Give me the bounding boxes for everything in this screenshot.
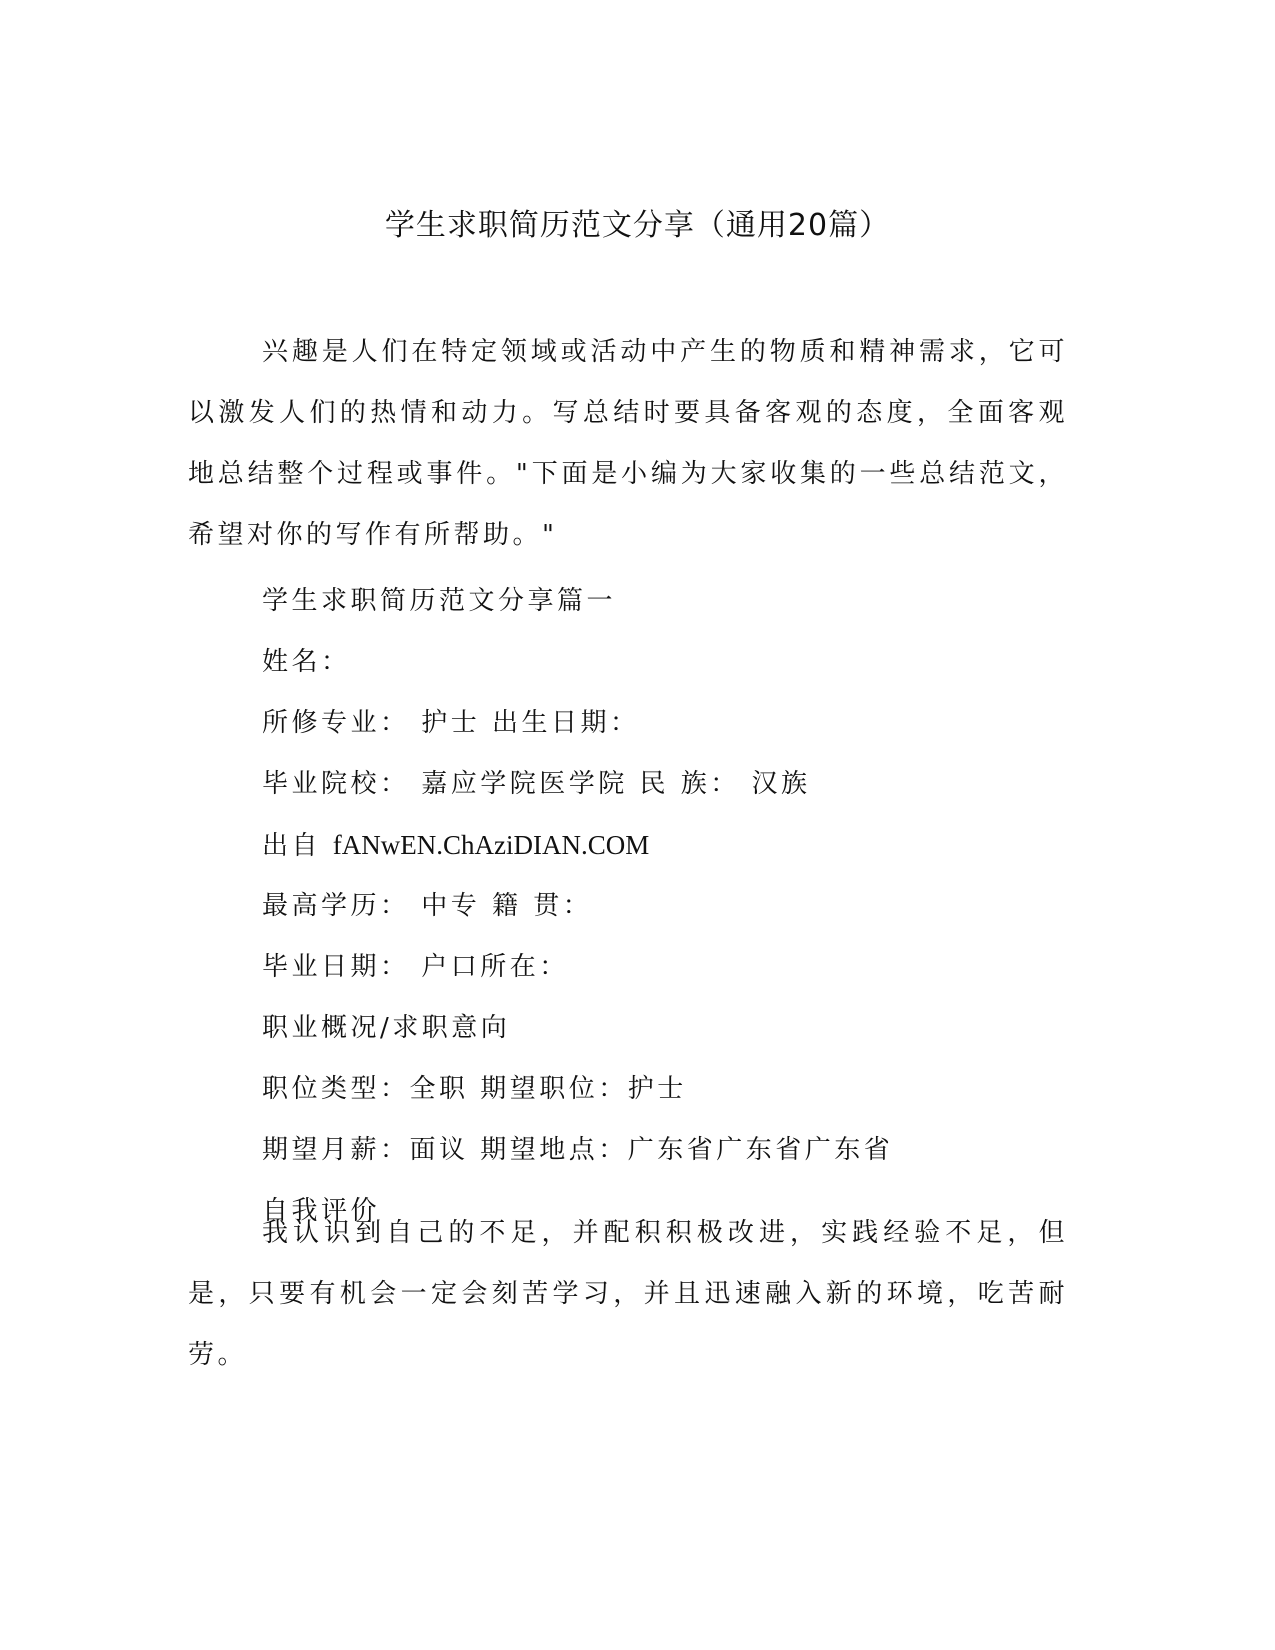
major-line: 所修专业： 护士 出生日期： xyxy=(262,708,640,738)
source-site: fANwEN.ChAziDIAN.COM xyxy=(332,830,650,860)
education-line: 最高学历： 中专 籍 贯： xyxy=(262,891,593,921)
position-line: 职位类型：全职 期望职位：护士 xyxy=(262,1074,687,1104)
career-heading: 职业概况/求职意向 xyxy=(262,1013,511,1043)
intro-paragraph: 兴趣是人们在特定领域或活动中产生的物质和精神需求，它可以激发人们的热情和动力。写总结时要具备客观的态度，全面客观地总结整个过程或事件。"下面是小编为大家收集的一些总结范文，希望对你的写作有所帮助。" xyxy=(188,337,1068,550)
self-evaluation-heading: 自我评价 xyxy=(262,1196,381,1226)
graduation-line: 毕业日期： 户口所在： xyxy=(262,952,569,982)
source-line xyxy=(262,815,1082,876)
document-title: 学生求职简历范文分享（通用20篇） xyxy=(384,208,891,243)
self-evaluation-paragraph: 我认识到自己的不足，并配积积极改进，实践经验不足，但是，只要有机会一定会刻苦学习，并且迅速融入新的环境，吃苦耐劳。 xyxy=(188,1218,1068,1370)
resume-lines xyxy=(262,571,1082,1242)
section-heading: 学生求职简历范文分享篇一 xyxy=(262,586,617,616)
school-line: 毕业院校： 嘉应学院医学院 民 族： 汉族 xyxy=(262,769,811,799)
name-line: 姓名： xyxy=(262,647,351,677)
salary-line: 期望月薪：面议 期望地点：广东省广东省广东省 xyxy=(262,1135,894,1165)
source-prefix: 出自 xyxy=(262,831,322,861)
